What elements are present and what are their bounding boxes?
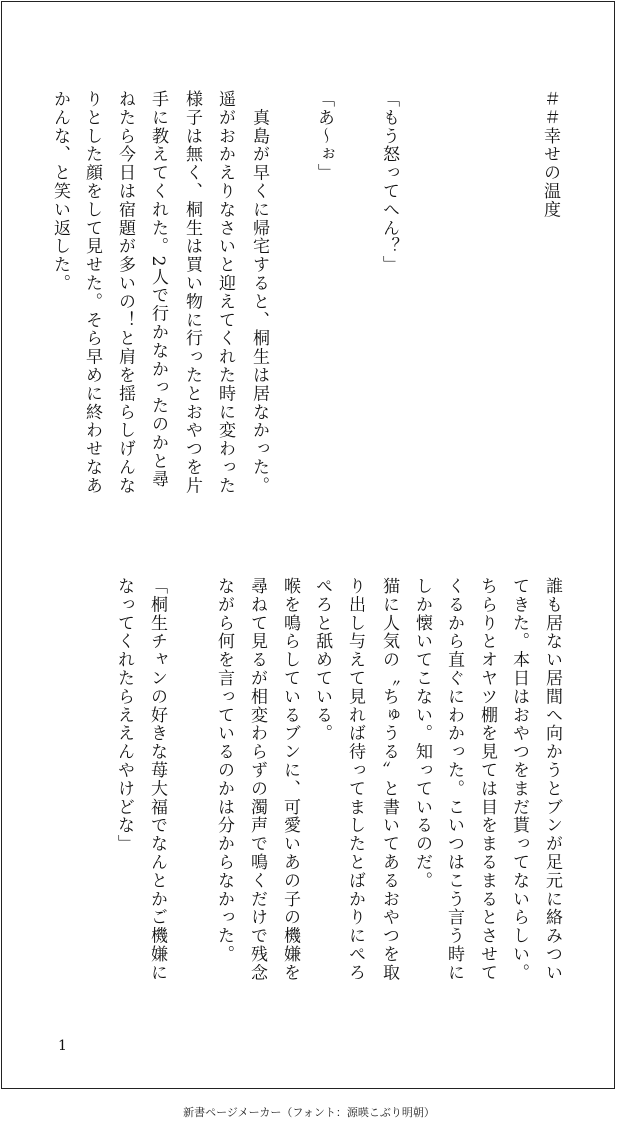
text-column: 誰も居ない居間へ向かうとブンが足元に絡みつい	[542, 577, 562, 982]
chapter-title: ＃＃幸せの温度	[540, 90, 560, 219]
text-column: ねたら今日は宿題が多いの！と肩を揺らしげんな	[115, 90, 135, 495]
text-column: 「もう怒ってへん？」	[379, 90, 399, 274]
text-column: り出し与えて見れば待ってましたとばかりにぺろ	[345, 577, 365, 982]
text-column: 「桐生チャンの好きな苺大福でなんとかご機嫌に	[147, 577, 167, 982]
text-column: 猫に人気の〝ちゅうる〟と書いてあるおやつを取	[379, 577, 399, 982]
text-column: ぺろと舐めている。	[312, 577, 332, 743]
text-column: 「あ〜ぉ」	[314, 90, 334, 182]
text-column: ちらりとオヤツ棚を見ては目をまるまるとさせて	[477, 577, 497, 982]
text-column: なってくれたらええんやけどな」	[114, 577, 134, 853]
text-column: てきた。本日はおやつをまだ貰ってないらしい。	[509, 577, 529, 982]
text-column: 尋ねて見るが相変わらずの濁声で鳴くだけで残念	[247, 577, 267, 982]
footer-credit: 新書ページメーカー（フォント：源暎こぶり明朝）	[183, 1106, 435, 1119]
text-column: しか懐いてこない。知っているのだ。	[412, 577, 432, 890]
text-column: ながら何を言っているのかは分からなかった。	[214, 577, 234, 964]
text-column: 喉を鳴らしているブンに、可愛いあの子の機嫌を	[280, 577, 300, 982]
book-page	[1, 1, 615, 1089]
page-number: 1	[58, 1038, 67, 1054]
text-column: くるから直ぐにわかった。こいつはこう言う時に	[444, 577, 464, 982]
text-column: 手に教えてくれた。2人で行かなかったのかと尋	[148, 90, 168, 489]
text-column: 様子は無く、桐生は買い物に行ったとおやつを片	[182, 90, 202, 495]
text-column: 真島が早くに帰宅すると、桐生は居なかった。	[249, 90, 269, 495]
text-column: りとした顔をして見せた。そら早めに終わせなあ	[82, 90, 102, 495]
text-column: 遥がおかえりなさいと迎えてくれた時に変わった	[215, 90, 235, 495]
text-column: かんな、と笑い返した。	[50, 90, 70, 293]
